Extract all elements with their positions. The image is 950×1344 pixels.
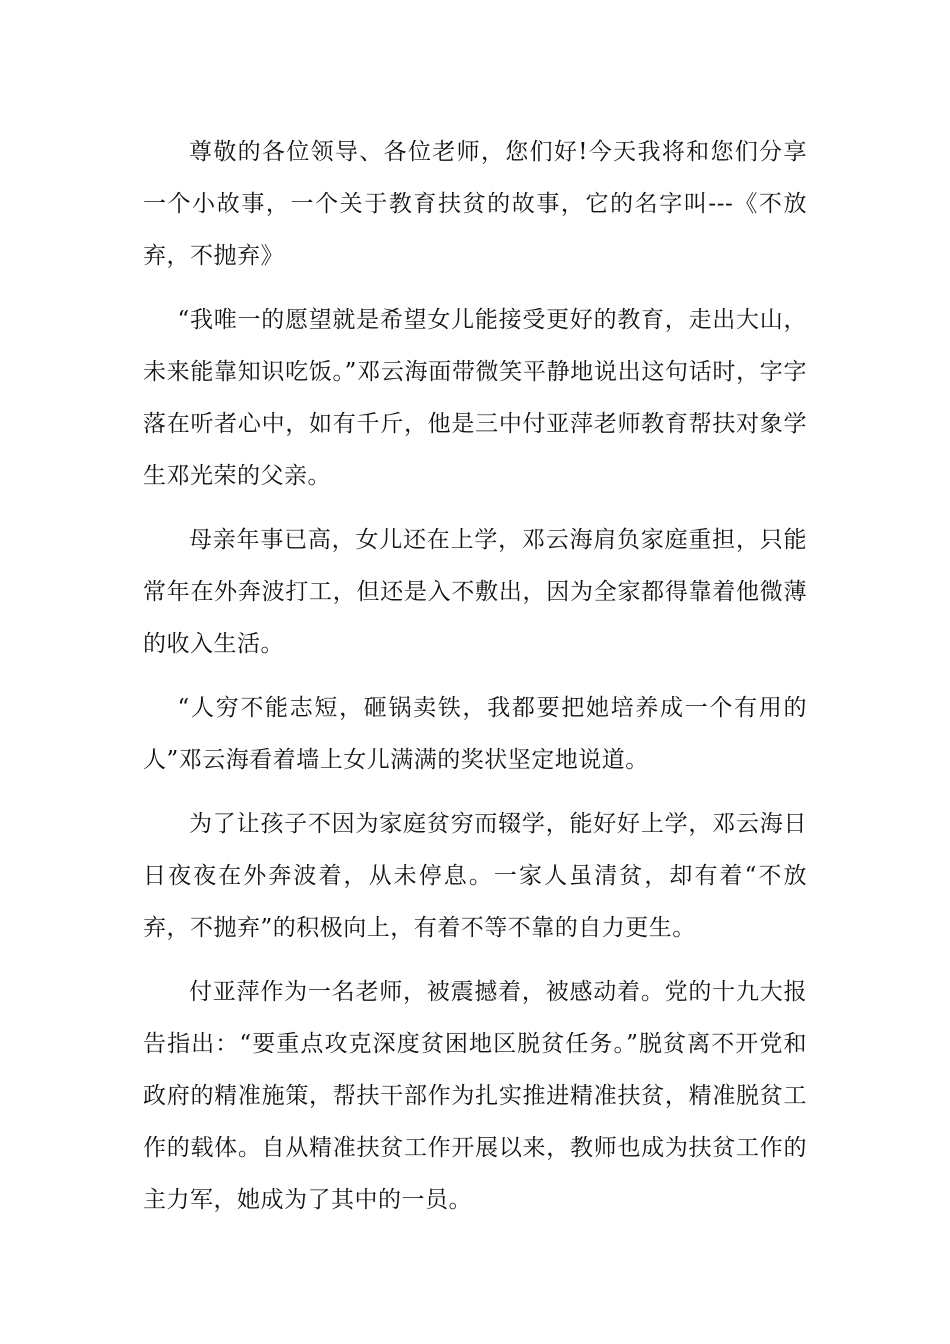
document-body bbox=[143, 126, 807, 1238]
paragraph-perseverance: 为了让孩子不因为家庭贫穷而辍学，能好好上学，邓云海日日夜夜在外奔波着，从未停息。一家人虽清贫，却有着“不放弃，不抛弃”的积极向上，有着不等不靠的自力更生。 bbox=[143, 811, 807, 941]
paragraph-family-situation: 母亲年事已高，女儿还在上学，邓云海肩负家庭重担，只能常年在外奔波打工，但还是入不敷出，因为全家都得靠着他微薄的收入生活。 bbox=[143, 527, 807, 657]
paragraph-greeting: 尊敬的各位领导、各位老师，您们好!今天我将和您们分享一个小故事，一个关于教育扶贫的故事，它的名字叫---《不放弃，不抛弃》 bbox=[143, 139, 807, 269]
paragraph-determination-quote: “人穷不能志短，砸锅卖铁，我都要把她培养成一个有用的人”邓云海看着墙上女儿满满的奖状坚定地说道。 bbox=[143, 695, 807, 773]
paragraph-teacher-role: 付亚萍作为一名老师，被震撼着，被感动着。党的十九大报告指出：“要重点攻克深度贫困地区脱贫任务。”脱贫离不开党和政府的精准施策，帮扶干部作为扎实推进精准扶贫，精准脱贫工作的载体。自从精准扶贫工作开展以来，教师也成为扶贫工作的主力军，她成为了其中的一员。 bbox=[143, 979, 807, 1213]
paragraph-father-quote: “我唯一的愿望就是希望女儿能接受更好的教育，走出大山，未来能靠知识吃饭。”邓云海面带微笑平静地说出这句话时，字字落在听者心中，如有千斤，他是三中付亚萍老师教育帮扶对象学生邓光荣的父亲。 bbox=[143, 307, 807, 489]
